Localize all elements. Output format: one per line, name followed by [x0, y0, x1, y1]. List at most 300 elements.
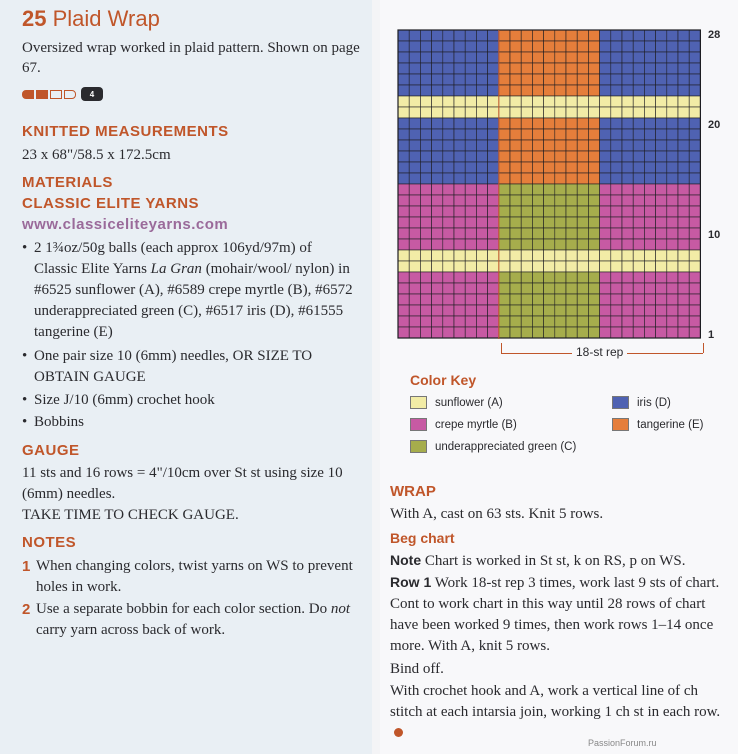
chart-cell [510, 217, 521, 228]
chart-cell [656, 206, 667, 217]
chart-cell [398, 261, 409, 272]
chart-cell [488, 173, 499, 184]
chart-cell [420, 151, 431, 162]
chart-cell [532, 41, 543, 52]
chart-cell [678, 162, 689, 173]
chart-cell [600, 195, 611, 206]
chart-cell [443, 173, 454, 184]
chart-cell [600, 217, 611, 228]
chart-cell [465, 206, 476, 217]
chart-cell [577, 151, 588, 162]
yarn-weight-icon: 4 [81, 87, 103, 101]
chart-cell [398, 195, 409, 206]
chart-cell [454, 206, 465, 217]
chart-cell [689, 272, 700, 283]
chart-cell [600, 96, 611, 107]
chart-cell [577, 74, 588, 85]
chart-cell [488, 261, 499, 272]
chart-cell [611, 151, 622, 162]
chart-cell [409, 118, 420, 129]
chart-cell [577, 118, 588, 129]
chart-cell [465, 52, 476, 63]
chart-cell [532, 316, 543, 327]
chart-cell [521, 316, 532, 327]
chart-cell [443, 217, 454, 228]
chart-cell [656, 30, 667, 41]
chart-cell [398, 294, 409, 305]
chart-cell [678, 239, 689, 250]
chart-cell [622, 140, 633, 151]
chart-cell [521, 96, 532, 107]
chart-cell [678, 195, 689, 206]
chart-cell [443, 30, 454, 41]
chart-cell [611, 184, 622, 195]
chart-cell [588, 250, 599, 261]
chart-cell [521, 63, 532, 74]
chart-cell [398, 41, 409, 52]
chart-cell [398, 283, 409, 294]
skill-segment-icon [22, 90, 34, 99]
chart-cell [499, 63, 510, 74]
chart-cell [465, 184, 476, 195]
chart-cell [577, 283, 588, 294]
chart-cell [633, 173, 644, 184]
chart-cell [566, 239, 577, 250]
chart-cell [409, 217, 420, 228]
chart-cell [499, 195, 510, 206]
chart-cell [532, 228, 543, 239]
chart-cell [432, 316, 443, 327]
chart-cell [622, 261, 633, 272]
note-2-text-a: Use a separate bobbin for each color section. Do [36, 601, 331, 617]
hook-text: Size J/10 (6mm) crochet hook [34, 392, 215, 408]
chart-cell [600, 327, 611, 338]
chart-cell [689, 250, 700, 261]
chart-cell [443, 272, 454, 283]
chart-cell [532, 305, 543, 316]
chart-cell [532, 184, 543, 195]
chart-cell [488, 184, 499, 195]
chart-cell [443, 261, 454, 272]
chart-cell [420, 129, 431, 140]
wrap-heading: WRAP [390, 483, 436, 500]
chart-cell [644, 162, 655, 173]
chart-cell [622, 173, 633, 184]
color-key-e-label: tangerine (E) [637, 418, 704, 431]
chart-cell [432, 305, 443, 316]
chart-cell [476, 118, 487, 129]
note-1: 1 When changing colors, twist yarns on WS to prevent holes in work. [22, 556, 362, 598]
chart-cell [544, 217, 555, 228]
chart-cell [611, 217, 622, 228]
chart-cell [555, 272, 566, 283]
chart-cell [420, 206, 431, 217]
chart-cell [689, 30, 700, 41]
chart-cell [577, 173, 588, 184]
chart-cell [443, 184, 454, 195]
yarn-text-prefix: 2 1¾oz/50g balls (each approx 106yd/97m) of Classic Elite Yarns [34, 240, 312, 277]
chart-cell [454, 41, 465, 52]
materials-item-bobbins: • Bobbins [22, 412, 362, 433]
chart-cell [566, 283, 577, 294]
chart-cell [510, 41, 521, 52]
chart-cell [577, 184, 588, 195]
chart-cell [555, 250, 566, 261]
chart-cell [432, 195, 443, 206]
chart-cell [398, 140, 409, 151]
chart-cell [409, 151, 420, 162]
chart-cell [689, 140, 700, 151]
chart-cell [532, 63, 543, 74]
chart-cell [667, 327, 678, 338]
chart-cell [409, 173, 420, 184]
chart-cell [577, 41, 588, 52]
chart-cell [588, 217, 599, 228]
chart-cell [577, 217, 588, 228]
chart-cell [633, 151, 644, 162]
chart-cell [622, 239, 633, 250]
chart-cell [454, 195, 465, 206]
row-label-28: 28 [708, 29, 721, 41]
materials-item-needles: • One pair size 10 (6mm) needles, OR SIZE TO OBTAIN GAUGE [22, 346, 362, 388]
chart-cell [476, 41, 487, 52]
chart-cell [689, 74, 700, 85]
chart-cell [544, 316, 555, 327]
chart-cell [555, 30, 566, 41]
chart-cell [465, 195, 476, 206]
chart-cell [454, 327, 465, 338]
chart-cell [544, 195, 555, 206]
chart-cell [420, 250, 431, 261]
chart-cell [398, 118, 409, 129]
chart-cell [667, 272, 678, 283]
chart-cell [656, 96, 667, 107]
chart-cell [465, 162, 476, 173]
color-key-c-label: underappreciated green (C) [435, 440, 577, 453]
chart-cell [678, 327, 689, 338]
chart-cell [532, 250, 543, 261]
chart-cell [499, 52, 510, 63]
chart-cell [566, 228, 577, 239]
chart-cell [499, 30, 510, 41]
chart-cell [678, 217, 689, 228]
chart-cell [566, 316, 577, 327]
chart-cell [644, 184, 655, 195]
chart-cell [644, 96, 655, 107]
chart-cell [544, 129, 555, 140]
watermark: PassionForum.ru [588, 738, 657, 748]
chart-cell [555, 74, 566, 85]
chart-cell [420, 195, 431, 206]
chart-cell [432, 250, 443, 261]
chart-cell [633, 316, 644, 327]
chart-cell [544, 41, 555, 52]
chart-cell [566, 206, 577, 217]
chart-cell [622, 52, 633, 63]
chart-cell [544, 239, 555, 250]
chart-cell [432, 30, 443, 41]
chart-cell [577, 107, 588, 118]
chart-cell [667, 96, 678, 107]
chart-cell [644, 63, 655, 74]
chart-cell [420, 162, 431, 173]
chart-cell [454, 239, 465, 250]
chart-cell [532, 261, 543, 272]
chart-cell [555, 151, 566, 162]
chart-cell [577, 96, 588, 107]
chart-cell [555, 239, 566, 250]
chart-cell [443, 195, 454, 206]
chart-cell [678, 63, 689, 74]
chart-cell [555, 294, 566, 305]
chart-cell [420, 74, 431, 85]
chart-cell [454, 162, 465, 173]
yarn-name: La Gran [150, 261, 202, 277]
color-key-a [410, 396, 503, 409]
chart-cell [409, 30, 420, 41]
chart-cell [476, 30, 487, 41]
chart-cell [510, 261, 521, 272]
chart-cell [611, 195, 622, 206]
chart-cell [432, 52, 443, 63]
chart-cell [488, 206, 499, 217]
chart-cell [510, 316, 521, 327]
chart-cell [432, 283, 443, 294]
chart-cell [454, 107, 465, 118]
chart-cell [499, 118, 510, 129]
chart-cell [555, 327, 566, 338]
chart-cell [577, 85, 588, 96]
chart-cell [544, 30, 555, 41]
chart-cell [644, 206, 655, 217]
chart-cell [689, 228, 700, 239]
measurements-heading: KNITTED MEASUREMENTS [22, 123, 229, 140]
chart-cell [611, 107, 622, 118]
chart-cell [443, 96, 454, 107]
color-key-b [410, 418, 517, 431]
pattern-title [22, 6, 160, 32]
chart-cell [409, 283, 420, 294]
chart-cell [465, 118, 476, 129]
chart-cell [521, 283, 532, 294]
chart-cell [499, 283, 510, 294]
swatch-sunflower [410, 396, 427, 409]
chart-cell [633, 206, 644, 217]
chart-cell [577, 129, 588, 140]
chart-cell [622, 294, 633, 305]
chart-cell [555, 195, 566, 206]
chart-cell [521, 195, 532, 206]
chart-cell [398, 305, 409, 316]
chart-cell [633, 239, 644, 250]
skill-level-indicator [22, 87, 103, 101]
chart-cell [600, 305, 611, 316]
chart-cell [566, 217, 577, 228]
chart-cell [398, 228, 409, 239]
chart-cell [656, 74, 667, 85]
chart-cell [656, 173, 667, 184]
chart-cell [510, 239, 521, 250]
chart-cell [566, 162, 577, 173]
chart-cell [555, 63, 566, 74]
chart-cell [600, 173, 611, 184]
chart-cell [644, 151, 655, 162]
chart-cell [611, 30, 622, 41]
chart-cell [600, 206, 611, 217]
chart-cell [633, 74, 644, 85]
chart-cell [398, 151, 409, 162]
chart-cell [499, 239, 510, 250]
chart-cell [622, 184, 633, 195]
chart-cell [465, 151, 476, 162]
chart-cell [488, 30, 499, 41]
chart-cell [521, 118, 532, 129]
plaid-chart [396, 29, 704, 339]
chart-cell [532, 294, 543, 305]
chart-cell [476, 151, 487, 162]
chart-cell [555, 184, 566, 195]
chart-cell [476, 294, 487, 305]
chart-cell [510, 129, 521, 140]
chart-cell [633, 85, 644, 96]
chart-cell [678, 118, 689, 129]
chart-cell [443, 294, 454, 305]
chart-cell [465, 173, 476, 184]
chart-cell [656, 129, 667, 140]
chart-cell [510, 140, 521, 151]
chart-cell [600, 74, 611, 85]
chart-cell [600, 239, 611, 250]
chart-cell [644, 173, 655, 184]
swatch-underappreciated-green [410, 440, 427, 453]
chart-cell [577, 63, 588, 74]
materials-item-hook: • Size J/10 (6mm) crochet hook [22, 390, 362, 411]
chart-cell [488, 272, 499, 283]
chart-cell [678, 96, 689, 107]
chart-cell [667, 118, 678, 129]
chart-cell [600, 30, 611, 41]
chart-cell [622, 129, 633, 140]
chart-cell [689, 118, 700, 129]
chart-cell [432, 239, 443, 250]
chart-cell [644, 228, 655, 239]
chart-cell [532, 96, 543, 107]
chart-cell [611, 239, 622, 250]
chart-cell [622, 107, 633, 118]
row-1-instructions [390, 572, 730, 657]
chart-cell [476, 239, 487, 250]
chart-cell [443, 118, 454, 129]
chart-cell [588, 85, 599, 96]
note-2: 2 Use a separate bobbin for each color section. Do not carry yarn across back of work. [22, 601, 351, 638]
chart-cell [667, 162, 678, 173]
chart-cell [510, 228, 521, 239]
chart-cell [443, 250, 454, 261]
chart-cell [566, 41, 577, 52]
chart-cell [432, 63, 443, 74]
chart-cell [532, 162, 543, 173]
chart-cell [544, 294, 555, 305]
row-label-10: 10 [708, 229, 721, 241]
chart-cell [611, 272, 622, 283]
chart-cell [454, 74, 465, 85]
note-text: Chart is worked in St st, k on RS, p on WS. [421, 553, 686, 569]
chart-cell [443, 41, 454, 52]
color-key-e [612, 418, 703, 431]
chart-cell [420, 140, 431, 151]
chart-cell [644, 217, 655, 228]
chart-cell [644, 129, 655, 140]
gauge-text: 11 sts and 16 rows = 4"/10cm over St st using size 10 (6mm) needles. [22, 465, 343, 502]
chart-cell [555, 41, 566, 52]
chart-cell [398, 74, 409, 85]
color-key-c [410, 440, 576, 453]
chart-cell [667, 184, 678, 195]
chart-cell [678, 316, 689, 327]
chart-cell [622, 217, 633, 228]
chart-cell [443, 316, 454, 327]
chart-cell [667, 173, 678, 184]
chart-cell [499, 96, 510, 107]
chart-cell [488, 96, 499, 107]
chart-cell [566, 184, 577, 195]
chart-cell [689, 239, 700, 250]
chart-cell [521, 327, 532, 338]
chart-cell [409, 52, 420, 63]
chart-cell [499, 162, 510, 173]
chart-cell [667, 239, 678, 250]
chart-cell [667, 217, 678, 228]
chart-cell [544, 327, 555, 338]
chart-cell [656, 118, 667, 129]
chart-cell [656, 107, 667, 118]
chart-cell [600, 184, 611, 195]
materials-item-yarn: • 2 1¾oz/50g balls (each approx 106yd/97m) of Classic Elite Yarns La Gran (mohair/wool/ nylon) in #6525 sunflower (A), #6589 crepe myrtle (B), #6572 underappreciated green (C), #6517 iris (D), #61555 tangerine (E) [22, 240, 353, 340]
chart-cell [600, 228, 611, 239]
chart-cell [532, 129, 543, 140]
chart-cell [622, 272, 633, 283]
chart-cell [488, 217, 499, 228]
chart-cell [544, 228, 555, 239]
chart-cell [488, 52, 499, 63]
chart-cell [521, 41, 532, 52]
chart-cell [443, 283, 454, 294]
chart-cell [420, 107, 431, 118]
chart-cell [689, 162, 700, 173]
chart-cell [443, 327, 454, 338]
chart-cell [398, 272, 409, 283]
chart-cell [432, 327, 443, 338]
chart-cell [454, 118, 465, 129]
chart-cell [454, 305, 465, 316]
chart-cell [499, 74, 510, 85]
chart-cell [532, 118, 543, 129]
chart-cell [656, 272, 667, 283]
chart-cell [644, 327, 655, 338]
chart-cell [409, 74, 420, 85]
chart-cell [409, 316, 420, 327]
chart-cell [432, 173, 443, 184]
chart-cell [454, 52, 465, 63]
chart-cell [644, 74, 655, 85]
chart-cell [689, 327, 700, 338]
chart-cell [622, 228, 633, 239]
chart-cell [544, 96, 555, 107]
chart-cell [588, 283, 599, 294]
chart-cell [633, 305, 644, 316]
chart-cell [476, 250, 487, 261]
chart-cell [678, 261, 689, 272]
